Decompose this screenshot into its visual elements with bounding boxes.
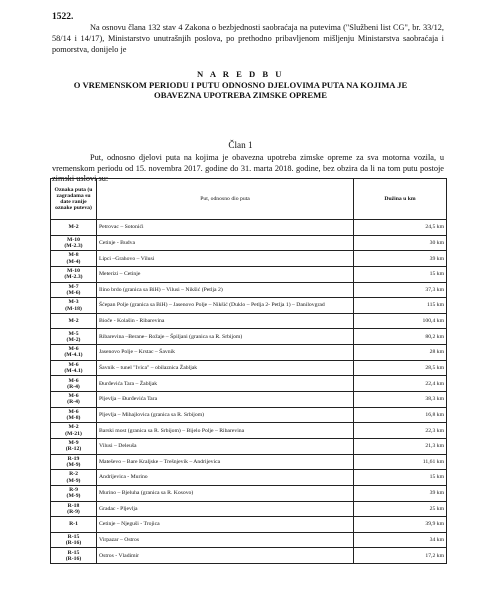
road-code: M-3 <box>68 299 79 306</box>
road-code: M-9 <box>68 440 79 447</box>
road-code: R-2 <box>69 471 78 478</box>
length-cell: 28,5 km <box>354 360 447 376</box>
table-row <box>51 360 447 376</box>
length-cell: 15 km <box>354 266 447 282</box>
road-code-cell <box>51 501 97 517</box>
route-cell: Meterizi – Cetinje <box>97 266 354 282</box>
table-row <box>51 392 447 408</box>
road-old-code: (M-4.1) <box>64 352 83 359</box>
road-old-code: (M-9) <box>66 477 81 484</box>
preamble: Na osnovu člana 132 stav 4 Zakona o bezbjednosti saobraćaja na putevima ("Službeni list CG", br. 33/12, 58/14 i 14/17), Ministarstvo unutrašnjih poslova, po prethodno pribavljenom mišljenju Ministarstva saobraćaja i pomorstva, donijelo je <box>52 23 444 54</box>
order-title <box>40 69 441 101</box>
road-code-cell <box>51 376 97 392</box>
route-cell: Bioče - Kolašin - Ribarevina <box>97 313 354 329</box>
article-heading: Član 1 <box>228 140 253 150</box>
route-cell: Pljevlja – Đurđevića Tara <box>97 392 354 408</box>
road-old-code: (R-12) <box>65 446 82 453</box>
route-cell: Ostros - Vladimir <box>97 548 354 564</box>
table-row <box>51 407 447 423</box>
road-code-cell <box>51 329 97 345</box>
road-old-code: (M-21) <box>65 430 82 437</box>
road-code: M-8 <box>68 252 79 259</box>
route-cell: Cetinje - Budva <box>97 235 354 251</box>
table-row <box>51 470 447 486</box>
route-cell: Barski most (granica sa R. Srbijom) – Bijelo Polje – Ribarevina <box>97 423 354 439</box>
length-cell: 25 km <box>354 501 447 517</box>
length-cell: 11,61 km <box>354 454 447 470</box>
road-code-cell <box>51 235 97 251</box>
road-old-code: (R-4) <box>67 383 80 390</box>
road-old-code: (M-2.3) <box>64 274 83 281</box>
table-row <box>51 235 447 251</box>
length-cell: 38,3 km <box>354 392 447 408</box>
table-row <box>51 266 447 282</box>
header-length: Dužina u km <box>354 179 447 220</box>
road-code-cell <box>51 407 97 423</box>
road-code: M-7 <box>68 283 79 290</box>
road-code: M-6 <box>68 346 79 353</box>
act-number: 1522. <box>52 12 74 22</box>
table-row <box>51 376 447 392</box>
header-road-code: Oznaka puta (u zagradama su date ranije oznake puteva) <box>51 179 97 220</box>
table-header-row <box>51 179 447 220</box>
route-cell: Lipci –Grahovo – Vilusi <box>97 251 354 267</box>
road-code: M-10 <box>67 268 80 275</box>
route-cell: Đurđevića Tara – Žabljak <box>97 376 354 392</box>
road-old-code: (R-16) <box>65 555 82 562</box>
road-code: M-2 <box>68 318 79 325</box>
length-cell: 24,5 km <box>354 220 447 236</box>
road-code: R-15 <box>67 533 80 540</box>
length-cell: 115 km <box>354 298 447 314</box>
road-code-cell <box>51 454 97 470</box>
length-cell: 30 km <box>354 235 447 251</box>
route-cell: Jasenovo Polje – Krstac – Šavnik <box>97 345 354 361</box>
road-code-cell <box>51 298 97 314</box>
table-row <box>51 454 447 470</box>
route-cell: Andrijevica - Murino <box>97 470 354 486</box>
length-cell: 39 km <box>354 251 447 267</box>
length-cell: 80,2 km <box>354 329 447 345</box>
road-code-cell <box>51 548 97 564</box>
road-code-cell <box>51 313 97 329</box>
road-code: M-6 <box>68 377 79 384</box>
route-cell: Šćepan Polje (granica sa BiH) – Jasenovo Polje – Nikšić (Duklo – Petlja 2- Petlja 1) – Danilovgrad <box>97 298 354 314</box>
road-code: M-2 <box>68 424 79 431</box>
route-cell: Petrovac – Sotonići <box>97 220 354 236</box>
road-code: R-1 <box>69 521 78 528</box>
length-cell: 34 km <box>354 532 447 548</box>
road-code-cell <box>51 532 97 548</box>
table-row <box>51 251 447 267</box>
road-code-cell <box>51 360 97 376</box>
length-cell: 22,3 km <box>354 423 447 439</box>
road-old-code: (M-4.1) <box>64 368 83 375</box>
table-row <box>51 438 447 454</box>
length-cell: 37,3 km <box>354 282 447 298</box>
route-cell: Ilino brdo (granica sa BiH) – Vilusi – Nikšić (Petlja 2) <box>97 282 354 298</box>
road-code: R-19 <box>67 455 80 462</box>
route-cell: Cetinje – Njeguši - Trojica <box>97 517 354 533</box>
table-row <box>51 345 447 361</box>
table-row <box>51 532 447 548</box>
route-cell: Šavnik – tunel "Ivica" – obilaznica Žabljak <box>97 360 354 376</box>
road-code: M-6 <box>68 408 79 415</box>
length-cell: 39 km <box>354 485 447 501</box>
route-cell: Mateševo – Bare Kraljske – Trešnjevik – Andrijevica <box>97 454 354 470</box>
length-cell: 21,3 km <box>354 438 447 454</box>
road-old-code: (M-9) <box>66 461 81 468</box>
road-code: R-15 <box>67 549 80 556</box>
title-line-3: OBAVEZNA UPOTREBA ZIMSKE OPREME <box>154 90 327 100</box>
road-code-cell <box>51 517 97 533</box>
road-code: M-10 <box>67 236 80 243</box>
roads-table <box>50 178 447 564</box>
road-old-code: (M-6) <box>66 289 81 296</box>
route-cell: Pljevlja – Mihajlovica (granica sa R. Srbijom) <box>97 407 354 423</box>
table-row <box>51 485 447 501</box>
route-cell: Murino – Bjeluha (granica sa R. Kosovo) <box>97 485 354 501</box>
table-row <box>51 517 447 533</box>
road-old-code: (R-16) <box>65 540 82 547</box>
table-row <box>51 501 447 517</box>
length-cell: 16,8 km <box>354 407 447 423</box>
table-row <box>51 423 447 439</box>
header-route: Put, odnosno dio puta <box>97 179 354 220</box>
road-code: M-2 <box>68 224 79 231</box>
road-code-cell <box>51 282 97 298</box>
road-code-cell <box>51 251 97 267</box>
road-code: M-6 <box>68 361 79 368</box>
table-row <box>51 329 447 345</box>
title-line-2: O VREMENSKOM PERIODU I PUTU ODNOSNO DJELOVIMA PUTA NA KOJIMA JE <box>73 79 408 90</box>
road-code-cell <box>51 220 97 236</box>
road-code-cell <box>51 392 97 408</box>
table-row <box>51 548 447 564</box>
article-text: Put, odnosno djelovi puta na kojima je obavezna upotreba zimske opreme za sva motorna vozila, u vremenskom periodu od 15. novembra 2017. godine do 31. marta 2018. godine, bez obzira da li na tom putu postoje zimski uslovi su: <box>52 153 444 183</box>
road-code: R-9 <box>69 487 78 493</box>
road-code-cell <box>51 438 97 454</box>
length-cell: 28 km <box>354 345 447 361</box>
title-line-1: N A R E D B U <box>197 69 284 79</box>
road-old-code: (M-2.3) <box>64 242 83 249</box>
table-body <box>51 220 447 564</box>
length-cell: 17,2 km <box>354 548 447 564</box>
road-code-cell <box>51 485 97 501</box>
length-cell: 39,9 km <box>354 517 447 533</box>
road-code: R-18 <box>67 502 80 509</box>
route-cell: Ribarevina –Berane– Rožaje – Špiljani (granica sa R. Srbijom) <box>97 329 354 345</box>
road-code-cell <box>51 345 97 361</box>
road-code-cell <box>51 266 97 282</box>
road-code-cell <box>51 470 97 486</box>
road-code: M-6 <box>68 393 79 400</box>
length-cell: 22,4 km <box>354 376 447 392</box>
road-code-cell <box>51 423 97 439</box>
road-old-code: (M-4) <box>66 258 81 265</box>
length-cell: 15 km <box>354 470 447 486</box>
table-row <box>51 313 447 329</box>
table-row <box>51 220 447 236</box>
road-old-code: (R-9) <box>67 508 80 515</box>
road-old-code: (R-4) <box>67 399 80 406</box>
table-row <box>51 282 447 298</box>
route-cell: Virpazar – Ostros <box>97 532 354 548</box>
road-old-code: (M-9) <box>66 493 81 500</box>
road-old-code: (M-18) <box>65 305 82 312</box>
table-row <box>51 298 447 314</box>
road-old-code: (M-2) <box>66 336 81 343</box>
length-cell: 100,4 km <box>354 313 447 329</box>
route-cell: Gradac - Pljevlja <box>97 501 354 517</box>
route-cell: Vilusi – Deleuša <box>97 438 354 454</box>
road-old-code: (M-8) <box>66 415 81 421</box>
road-code: M-5 <box>68 330 79 337</box>
